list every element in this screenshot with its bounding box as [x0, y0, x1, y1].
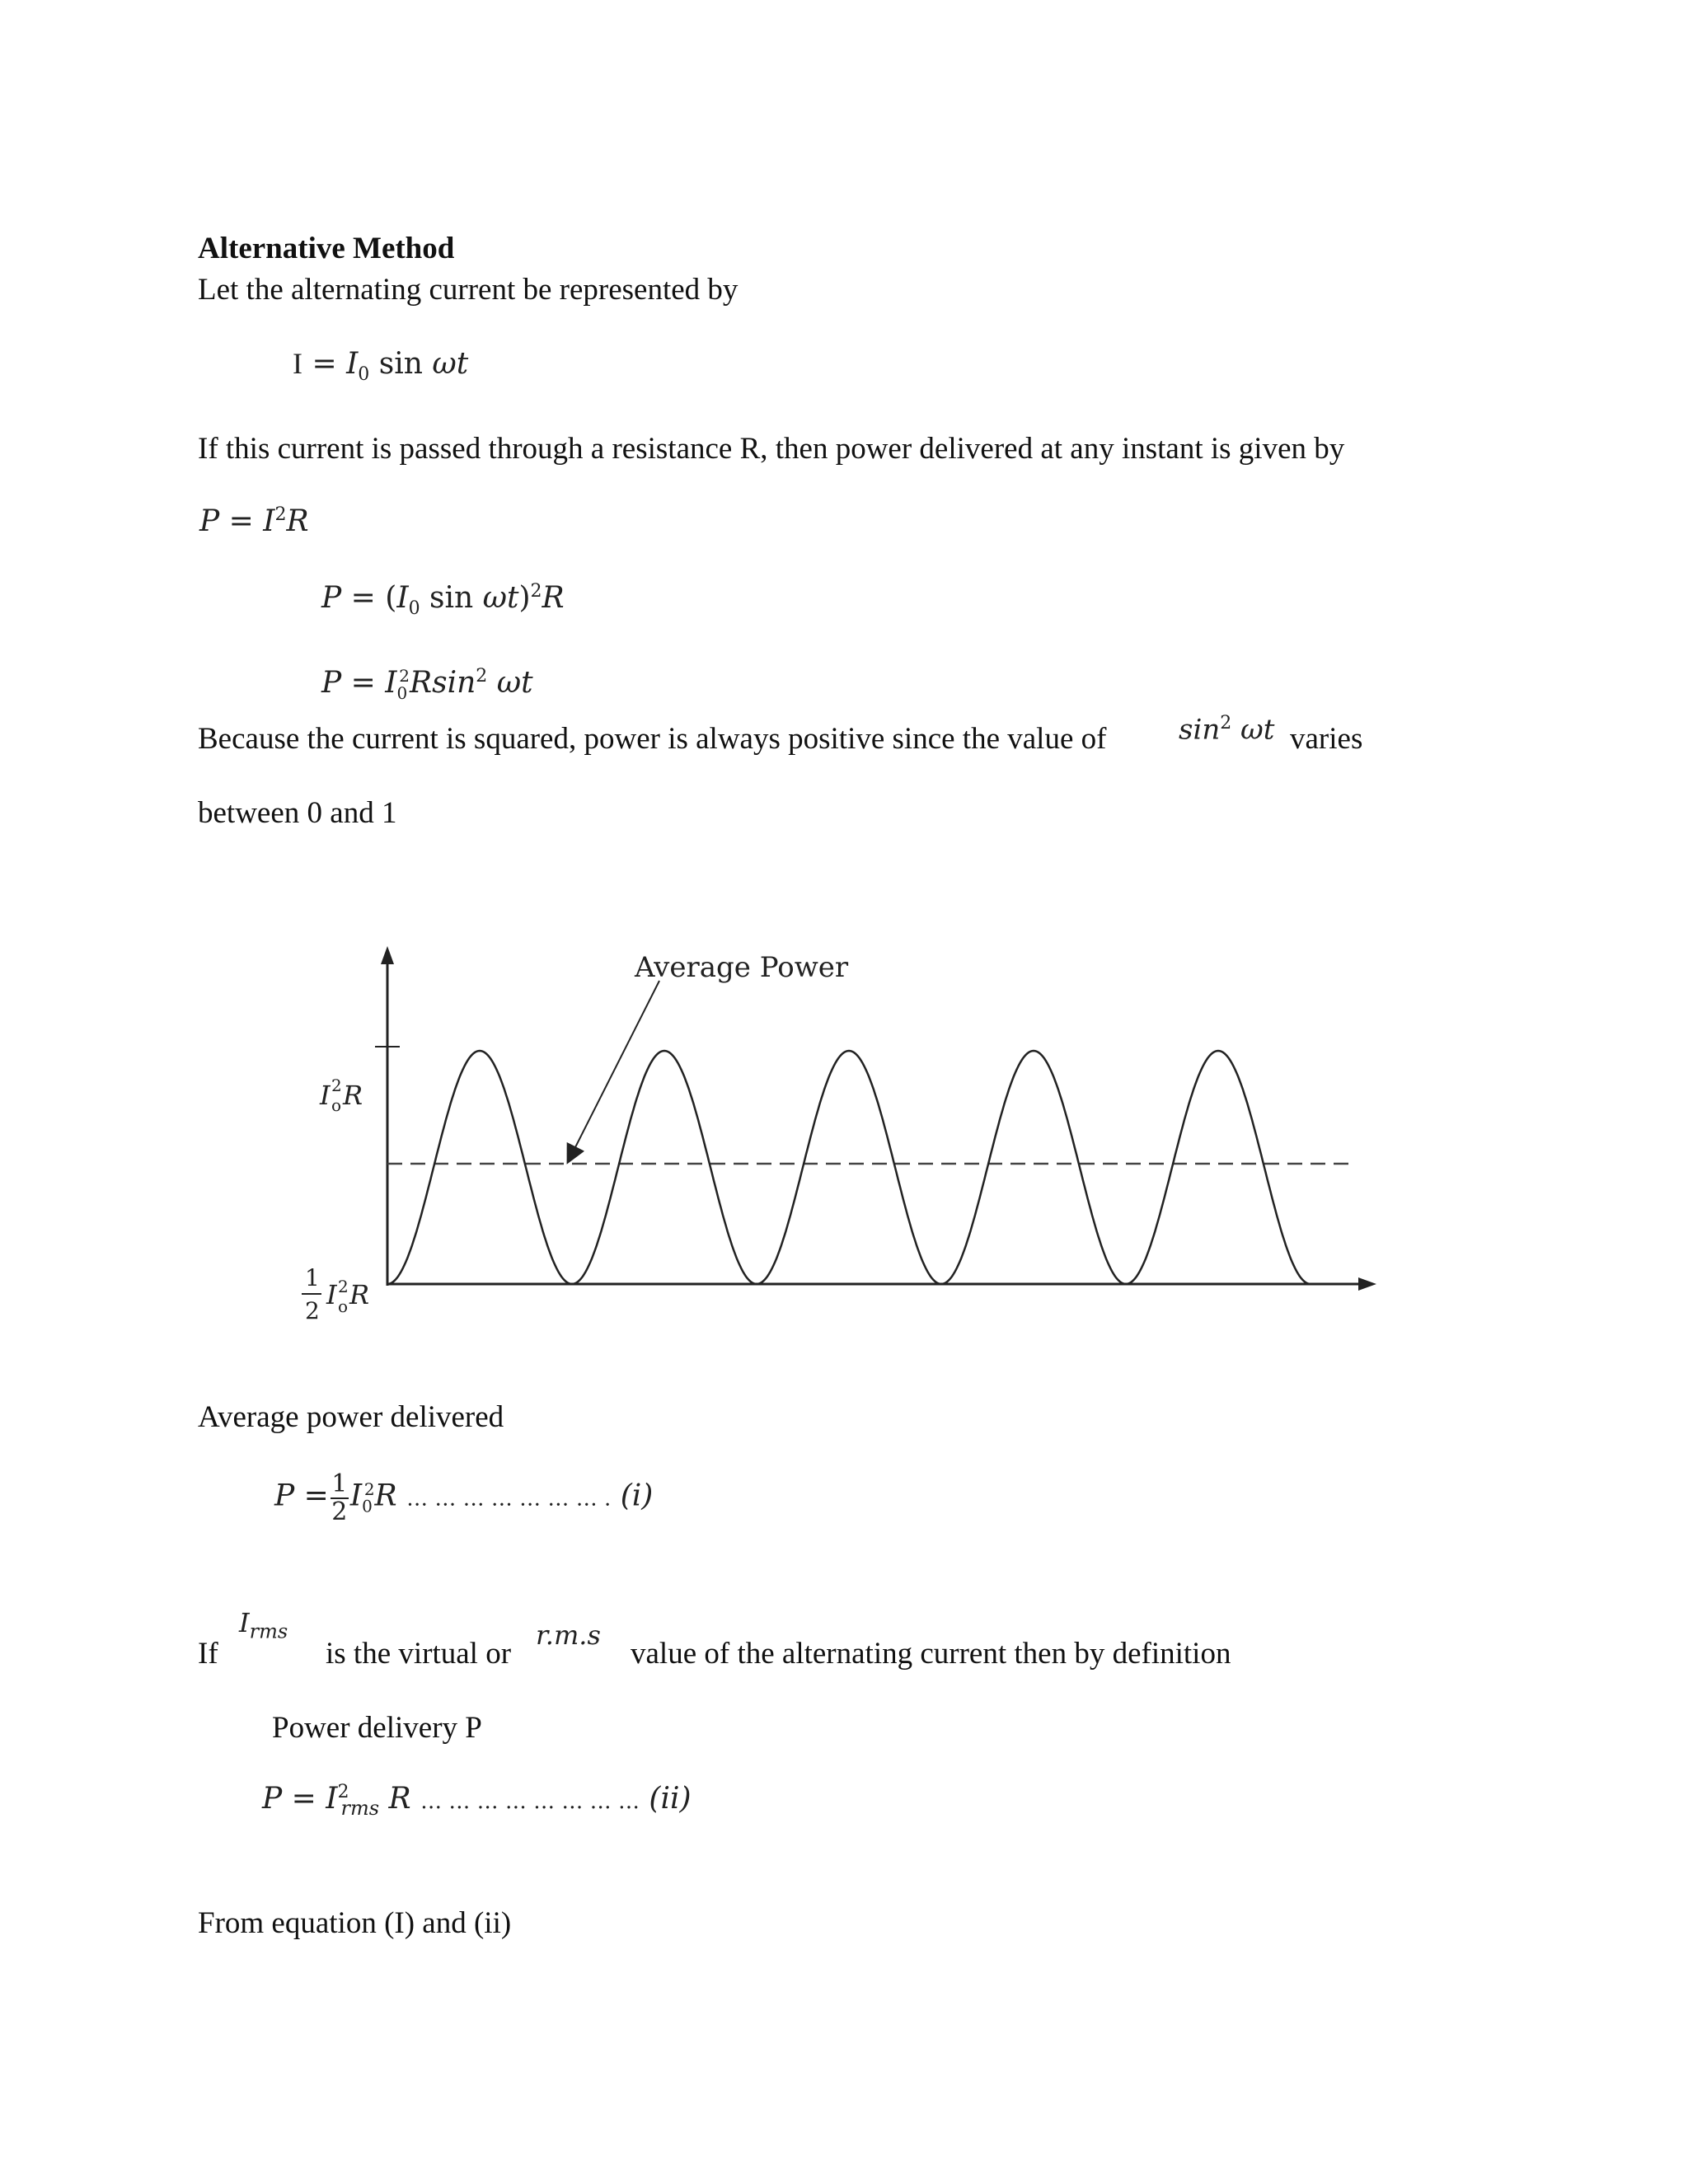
svg-text:2: 2: [331, 1076, 342, 1095]
irms-symbol: $I_{rms}$: [239, 1607, 288, 1643]
annotation-label: Average Power: [635, 951, 849, 984]
label-max: [319, 1076, 363, 1115]
svg-text:1: 1: [305, 1264, 320, 1291]
svg-text:o: o: [338, 1296, 349, 1316]
svg-text:I: I: [320, 1080, 331, 1111]
equation-power-expanded: $P = I_0^2Rsin^2$ ωt: [321, 666, 533, 704]
dots-ii: … … … … … … … …: [420, 1789, 640, 1814]
if-word: If: [198, 1637, 218, 1671]
passed-text: If this current is passed through a resistance R, then power delivered at any instant is given by: [198, 432, 1345, 466]
average-text: Average power delivered: [198, 1400, 504, 1434]
value-of-text: value of the alternating current then by definition: [631, 1637, 1231, 1671]
from-equation-text: From equation (I) and (ii): [198, 1906, 512, 1940]
power-curve: [387, 1051, 1311, 1284]
label-i: (i): [620, 1479, 654, 1513]
varies-text: varies: [1290, 722, 1363, 756]
power-delivery-text: Power delivery P: [272, 1711, 482, 1745]
equation-power-sub: $P = (I_0$ sin ωt)$^2$R: [321, 581, 565, 620]
y-axis-arrow: [381, 946, 394, 964]
label-ii: (ii): [649, 1782, 692, 1816]
svg-text:I: I: [326, 1279, 337, 1310]
between-text: between 0 and 1: [198, 796, 397, 830]
svg-text:R: R: [343, 1080, 363, 1111]
equation-power-basic: $P = I^2R$: [199, 504, 309, 538]
rms-symbol: r.m.s: [536, 1619, 601, 1651]
dots-i: … … … … … … … .: [406, 1486, 612, 1511]
equation-rms-power: $P = I^2_{rms}$ R … … … … … … … … (ii): [262, 1782, 692, 1821]
virtual-text: is the virtual or: [326, 1637, 512, 1671]
svg-text:2: 2: [305, 1297, 320, 1324]
svg-text:o: o: [331, 1095, 342, 1115]
because-text: Because the current is squared, power is always positive since the value of: [198, 722, 1107, 756]
svg-text:2: 2: [338, 1277, 349, 1296]
label-half: [302, 1264, 369, 1324]
svg-text:R: R: [349, 1279, 370, 1310]
equation-average-power: P = $\frac{1}{2}$ $I_0^2R$ … … … … … … … . (i): [274, 1469, 654, 1526]
annotation-arrow: [571, 981, 659, 1155]
intro-text: Let the alternating current be represented by: [198, 273, 738, 307]
equation-current: $I = I_0$ sin ωt: [293, 347, 469, 386]
x-axis-arrow: [1358, 1277, 1376, 1291]
power-graph: [297, 940, 1385, 1368]
section-heading: Alternative Method: [198, 232, 455, 265]
sin-squared-inline: $\sin^2 \omega t$: [1179, 713, 1275, 747]
